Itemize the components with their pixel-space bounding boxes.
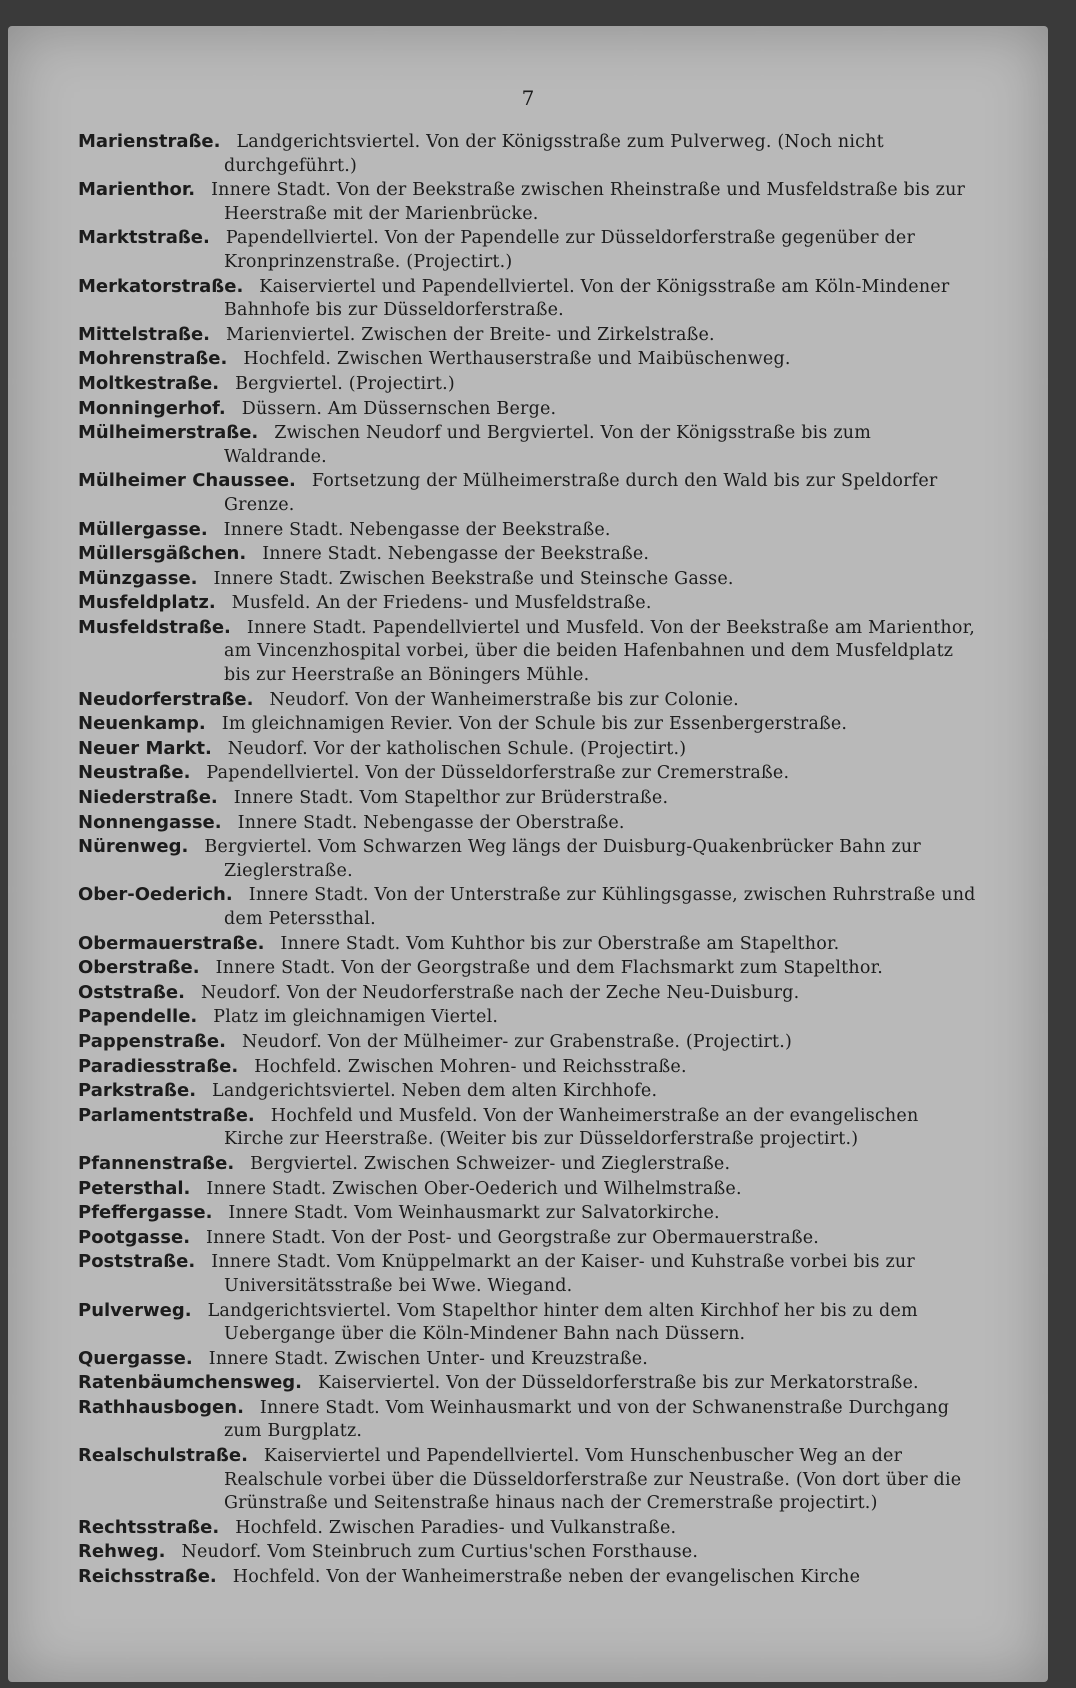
street-name: Neudorferstraße. bbox=[78, 688, 254, 710]
street-name: Reichsstraße. bbox=[78, 1566, 217, 1588]
street-name: Neuer Markt. bbox=[78, 737, 212, 759]
street-name: Pfannenstraße. bbox=[78, 1152, 235, 1174]
street-description: Hochfeld. Von der Wanheimerstraße neben der evangelischen Kirche bbox=[232, 1567, 861, 1588]
directory-entry bbox=[78, 567, 978, 592]
street-name: Poststraße. bbox=[78, 1251, 196, 1273]
street-name: Musfeldplatz. bbox=[78, 592, 216, 614]
directory-entry bbox=[78, 421, 978, 469]
street-description: Im gleichnamigen Revier. Von der Schule bis zur Essenbergerstraße. bbox=[221, 714, 848, 735]
street-description: Musfeld. An der Friedens- und Musfeldstraße. bbox=[231, 593, 652, 614]
street-description: Hochfeld und Musfeld. Von der Wanheimerstraße an der evangelischen Kirche zur Heerstraße. (Weiter bis zur Düsseldorferstraße projectirt.) bbox=[224, 1105, 919, 1150]
street-name: Nonnengasse. bbox=[78, 811, 222, 833]
street-description: Hochfeld. Zwischen Werthauserstraße und Maibüschenweg. bbox=[243, 349, 791, 370]
street-description: Innere Stadt. Nebengasse der Beekstraße. bbox=[262, 544, 650, 565]
street-name: Merkatorstraße. bbox=[78, 275, 244, 297]
street-name: Marienstraße. bbox=[78, 131, 221, 152]
directory-entry bbox=[78, 1177, 978, 1202]
street-name: Ratenbäumchensweg. bbox=[78, 1372, 303, 1394]
street-description: Papendellviertel. Von der Düsseldorferstraße zur Cremerstraße. bbox=[206, 763, 790, 784]
street-description: Innere Stadt. Nebengasse der Beekstraße. bbox=[223, 519, 611, 540]
street-description: Innere Stadt. Zwischen Beekstraße und Steinsche Gasse. bbox=[213, 568, 734, 589]
directory-entry bbox=[78, 616, 978, 688]
street-description: Bergviertel. (Projectirt.) bbox=[235, 373, 455, 394]
directory-entry bbox=[78, 1055, 978, 1080]
directory-entry bbox=[78, 397, 978, 422]
directory-entry bbox=[78, 226, 978, 274]
street-description: Neudorf. Von der Wanheimerstraße bis zur Colonie. bbox=[269, 689, 739, 710]
street-name: Nürenweg. bbox=[78, 836, 189, 858]
street-name: Münzgasse. bbox=[78, 567, 198, 589]
street-description: Innere Stadt. Vom Knüppelmarkt an der Kaiser- und Kuhstraße vorbei bis zur Universitätsstraße bei Wwe. Wiegand. bbox=[211, 1252, 915, 1296]
street-description: Innere Stadt. Von der Post- und Georgstraße zur Obermauerstraße. bbox=[206, 1227, 820, 1248]
directory-entry bbox=[78, 178, 978, 226]
directory-entry bbox=[78, 542, 978, 567]
directory-entry bbox=[78, 372, 978, 397]
street-description: Landgerichtsviertel. Neben dem alten Kirchhofe. bbox=[212, 1081, 658, 1102]
street-name: Marktstraße. bbox=[78, 227, 210, 249]
street-description: Kaiserviertel und Papendellviertel. Von der Königsstraße am Köln-Mindener Bahnhofe bis zur Düsseldorferstraße. bbox=[224, 276, 950, 321]
directory-entry bbox=[78, 1079, 978, 1104]
street-description: Neudorf. Von der Neudorferstraße nach der Zeche Neu-Duisburg. bbox=[200, 982, 800, 1003]
street-name: Pulverweg. bbox=[78, 1299, 192, 1321]
street-description: Neudorf. Von der Mülheimer- zur Grabenstraße. (Projectirt.) bbox=[241, 1031, 793, 1052]
street-description: Innere Stadt. Vom Stapelthor zur Brüderstraße. bbox=[233, 788, 669, 809]
street-description: Papendellviertel. Von der Papendelle zur Düsseldorferstraße gegenüber der Kronprinzenstraße. (Projectirt.) bbox=[224, 228, 916, 272]
street-name: Papendelle. bbox=[78, 1006, 198, 1028]
street-name: Pappenstraße. bbox=[78, 1030, 226, 1052]
directory-entry bbox=[78, 1371, 978, 1396]
directory-entry bbox=[78, 811, 978, 836]
street-description: Innere Stadt. Von der Georgstraße und dem Flachsmarkt zum Stapelthor. bbox=[215, 958, 884, 979]
directory-entry bbox=[78, 469, 978, 517]
directory-entry bbox=[78, 981, 978, 1006]
directory-entry bbox=[78, 737, 978, 762]
directory-entry bbox=[78, 932, 978, 957]
street-name: Mittelstraße. bbox=[78, 323, 211, 345]
directory-entry bbox=[78, 712, 978, 737]
street-description: Innere Stadt. Papendellviertel und Musfeld. Von der Beekstraße am Marienthor, am Vincenzhospital vorbei, über die beiden Hafenbahnen und dem Musfeldplatz bis zur Heerstraße an Böningers Mühle. bbox=[224, 617, 976, 686]
street-description: Bergviertel. Vom Schwarzen Weg längs der Duisburg-Quakenbrücker Bahn zur Zieglerstraße. bbox=[204, 837, 921, 881]
street-description: Neudorf. Vom Steinbruch zum Curtius'schen Forsthause. bbox=[181, 1542, 699, 1563]
street-description: Innere Stadt. Vom Weinhausmarkt und von der Schwanenstraße Durchgang zum Burgplatz. bbox=[224, 1397, 950, 1442]
street-name: Müllersgäßchen. bbox=[78, 543, 247, 565]
directory-entry bbox=[78, 1250, 978, 1298]
street-description: Hochfeld. Zwischen Mohren- und Reichsstraße. bbox=[254, 1056, 687, 1077]
street-name: Quergasse. bbox=[78, 1347, 193, 1369]
street-name: Parlamentstraße. bbox=[78, 1104, 255, 1126]
directory-entry bbox=[78, 323, 978, 348]
street-name: Parkstraße. bbox=[78, 1080, 197, 1102]
street-name: Obermauerstraße. bbox=[78, 932, 265, 954]
street-description: Kaiserviertel. Von der Düsseldorferstraße bis zur Merkatorstraße. bbox=[318, 1373, 919, 1394]
street-name: Rehweg. bbox=[78, 1541, 166, 1563]
directory-entry bbox=[78, 1299, 978, 1347]
directory-entry bbox=[78, 347, 978, 372]
street-name: Pootgasse. bbox=[78, 1226, 191, 1248]
directory-entry bbox=[78, 1005, 978, 1030]
directory-entry bbox=[78, 1152, 978, 1177]
directory-entry bbox=[78, 130, 978, 178]
directory-entry bbox=[78, 1347, 978, 1372]
directory-entry bbox=[78, 761, 978, 786]
street-name: Rechtsstraße. bbox=[78, 1516, 220, 1538]
directory-entry bbox=[78, 835, 978, 883]
street-name: Mülheimer Chaussee. bbox=[78, 470, 296, 492]
street-name: Mülheimerstraße. bbox=[78, 422, 259, 444]
street-name: Pfeffergasse. bbox=[78, 1202, 213, 1224]
street-description: Düssern. Am Düssernschen Berge. bbox=[241, 398, 557, 419]
street-name: Niederstraße. bbox=[78, 787, 218, 809]
document-page bbox=[8, 26, 1048, 1682]
street-directory bbox=[78, 130, 978, 1590]
street-name: Neustraße. bbox=[78, 762, 191, 784]
street-description: Innere Stadt. Nebengasse der Oberstraße. bbox=[237, 812, 625, 833]
street-name: Rathhausbogen. bbox=[78, 1396, 244, 1418]
directory-entry bbox=[78, 688, 978, 713]
street-description: Landgerichtsviertel. Von der Königsstraße zum Pulverweg. (Noch nicht durchgeführt.) bbox=[224, 132, 884, 176]
street-name: Paradiesstraße. bbox=[78, 1055, 239, 1077]
street-name: Marienthor. bbox=[78, 179, 196, 201]
street-name: Monningerhof. bbox=[78, 397, 226, 419]
directory-entry bbox=[78, 1396, 978, 1444]
street-name: Oststraße. bbox=[78, 981, 185, 1003]
directory-entry bbox=[78, 1540, 978, 1565]
street-description: Marienviertel. Zwischen der Breite- und Zirkelstraße. bbox=[226, 324, 715, 345]
street-description: Neudorf. Vor der katholischen Schule. (Projectirt.) bbox=[227, 738, 687, 759]
directory-entry bbox=[78, 1565, 978, 1590]
directory-entry bbox=[78, 1104, 978, 1152]
street-name: Müllergasse. bbox=[78, 518, 208, 540]
street-description: Hochfeld. Zwischen Paradies- und Vulkanstraße. bbox=[235, 1517, 677, 1538]
directory-entry bbox=[78, 1444, 978, 1516]
directory-entry bbox=[78, 1201, 978, 1226]
street-description: Platz im gleichnamigen Viertel. bbox=[213, 1007, 499, 1028]
street-description: Fortsetzung der Mülheimerstraße durch den Wald bis zur Speldorfer Grenze. bbox=[224, 471, 938, 515]
page-number: 7 bbox=[521, 86, 535, 110]
street-description: Innere Stadt. Vom Kuhthor bis zur Oberstraße am Stapelthor. bbox=[280, 933, 840, 954]
directory-entry bbox=[78, 591, 978, 616]
street-description: Innere Stadt. Von der Beekstraße zwischen Rheinstraße und Musfeldstraße bis zur Heerstraße mit der Marienbrücke. bbox=[211, 180, 966, 224]
street-name: Oberstraße. bbox=[78, 957, 200, 979]
directory-entry bbox=[78, 956, 978, 981]
street-name: Ober-Oederich. bbox=[78, 884, 233, 906]
street-name: Moltkestraße. bbox=[78, 372, 220, 394]
directory-entry bbox=[78, 518, 978, 543]
street-name: Petersthal. bbox=[78, 1177, 191, 1199]
street-name: Realschulstraße. bbox=[78, 1445, 248, 1467]
directory-entry bbox=[78, 1030, 978, 1055]
street-description: Zwischen Neudorf und Bergviertel. Von der Königsstraße bis zum Waldrande. bbox=[224, 423, 872, 467]
directory-entry bbox=[78, 275, 978, 323]
street-name: Mohrenstraße. bbox=[78, 348, 228, 370]
directory-entry bbox=[78, 1226, 978, 1251]
street-description: Kaiserviertel und Papendellviertel. Vom Hunschenbuscher Weg an der Realschule vorbei über die Düsseldorferstraße zur Neustraße. (Von dort über die Grünstraße und Seitenstraße hinaus nach der Cremerstraße projectirt.) bbox=[224, 1446, 962, 1514]
street-name: Neuenkamp. bbox=[78, 713, 206, 735]
street-description: Innere Stadt. Zwischen Ober-Oederich und Wilhelmstraße. bbox=[206, 1178, 742, 1199]
street-description: Landgerichtsviertel. Vom Stapelthor hinter dem alten Kirchhof her bis zu dem Uebergange über die Köln-Mindener Bahn nach Düssern. bbox=[207, 1300, 918, 1345]
street-description: Innere Stadt. Von der Unterstraße zur Kühlingsgasse, zwischen Ruhrstraße und dem Peterssthal. bbox=[224, 885, 976, 929]
street-description: Innere Stadt. Vom Weinhausmarkt zur Salvatorkirche. bbox=[228, 1203, 720, 1224]
street-description: Bergviertel. Zwischen Schweizer- und Zieglerstraße. bbox=[250, 1153, 731, 1174]
street-description: Innere Stadt. Zwischen Unter- und Kreuzstraße. bbox=[208, 1348, 649, 1369]
street-name: Musfeldstraße. bbox=[78, 616, 231, 638]
directory-entry bbox=[78, 1516, 978, 1541]
directory-entry bbox=[78, 883, 978, 931]
directory-entry bbox=[78, 786, 978, 811]
